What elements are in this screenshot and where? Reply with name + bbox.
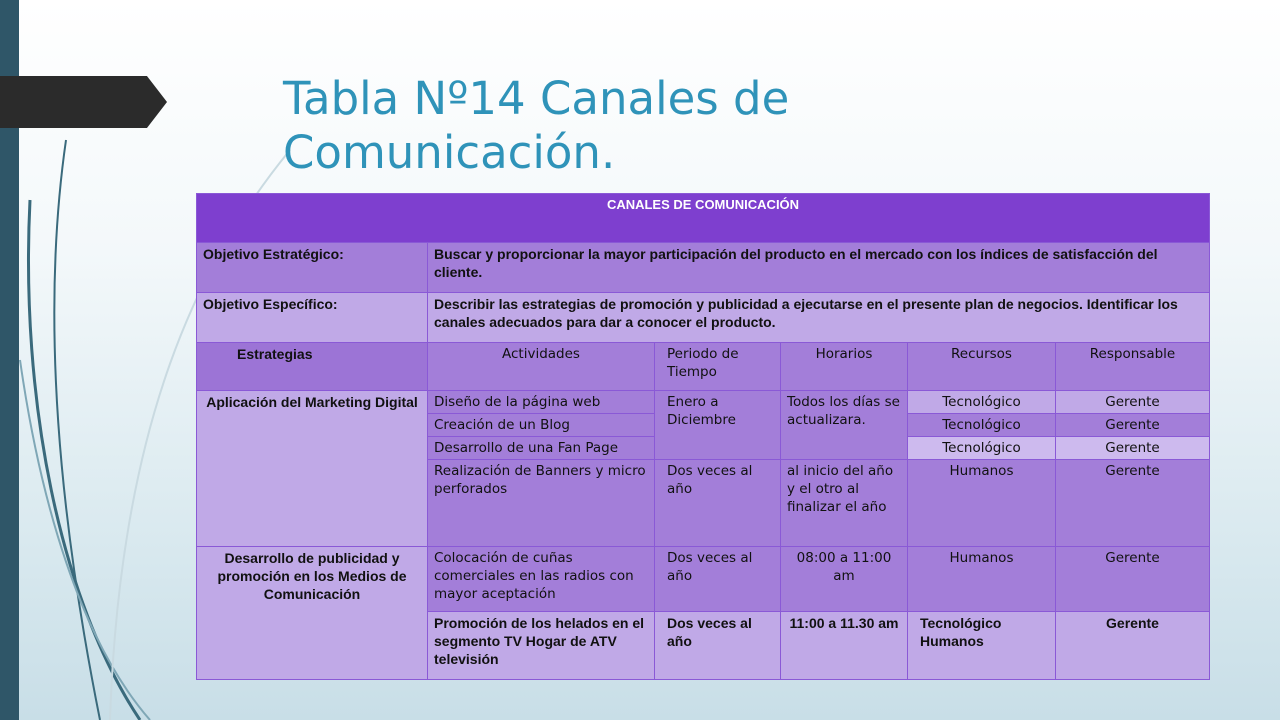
estrategia-medios-comunicacion: Desarrollo de publicidad y promoción en los Medios de Comunicación: [197, 547, 428, 680]
actividad-cell: Creación de un Blog: [428, 414, 655, 437]
objetivo-estrategico-label: Objetivo Estratégico:: [197, 243, 428, 293]
responsable-cell: Gerente: [1056, 460, 1210, 547]
recurso-cell: Tecnológico: [908, 414, 1056, 437]
recurso-cell: Tecnológico Humanos: [908, 612, 1056, 680]
horario-cell: 08:00 a 11:00 am: [781, 547, 908, 612]
actividad-cell: Realización de Banners y micro perforados: [428, 460, 655, 547]
horario-cell: al inicio del año y el otro al finalizar el año: [781, 460, 908, 547]
title-line-2: Comunicación.: [283, 126, 616, 179]
col-header-estrategias: Estrategias: [197, 343, 428, 391]
estrategia-marketing-digital: Aplicación del Marketing Digital: [197, 391, 428, 547]
responsable-cell: Gerente: [1056, 391, 1210, 414]
table-header: CANALES DE COMUNICACIÓN: [197, 194, 1210, 243]
horario-cell: 11:00 a 11.30 am: [781, 612, 908, 680]
arrow-tab: [0, 76, 167, 128]
recurso-cell: Humanos: [908, 460, 1056, 547]
responsable-cell: Gerente: [1056, 547, 1210, 612]
col-header-horarios: Horarios: [781, 343, 908, 391]
col-header-recursos: Recursos: [908, 343, 1056, 391]
responsable-cell: Gerente: [1056, 612, 1210, 680]
periodo-cell: Dos veces al año: [655, 547, 781, 612]
objetivo-especifico-label: Objetivo Específico:: [197, 293, 428, 343]
recurso-cell: Humanos: [908, 547, 1056, 612]
recurso-cell: Tecnológico: [908, 391, 1056, 414]
col-header-actividades: Actividades: [428, 343, 655, 391]
periodo-cell: Dos veces al año: [655, 460, 781, 547]
col-header-responsable: Responsable: [1056, 343, 1210, 391]
horario-cell: Todos los días se actualizara.: [781, 391, 908, 460]
responsable-cell: Gerente: [1056, 414, 1210, 437]
channels-table: [196, 193, 1210, 680]
periodo-cell: Enero a Diciembre: [655, 391, 781, 460]
actividad-cell: Desarrollo de una Fan Page: [428, 437, 655, 460]
actividad-cell: Colocación de cuñas comerciales en las radios con mayor aceptación: [428, 547, 655, 612]
recurso-cell: Tecnológico: [908, 437, 1056, 460]
objetivo-especifico-text: Describir las estrategias de promoción y publicidad a ejecutarse en el presente plan de negocios. Identificar los canales adecuados para dar a conocer el producto.: [428, 293, 1210, 343]
col-header-periodo: Periodo de Tiempo: [655, 343, 781, 391]
responsable-cell: Gerente: [1056, 437, 1210, 460]
periodo-cell: Dos veces al año: [655, 612, 781, 680]
title-line-1: Tabla Nº14 Canales de: [283, 72, 790, 125]
page-title: [283, 72, 1183, 180]
objetivo-estrategico-text: Buscar y proporcionar la mayor participación del producto en el mercado con los índices de satisfacción del cliente.: [428, 243, 1210, 293]
actividad-cell: Diseño de la página web: [428, 391, 655, 414]
actividad-cell: Promoción de los helados en el segmento TV Hogar de ATV televisión: [428, 612, 655, 680]
